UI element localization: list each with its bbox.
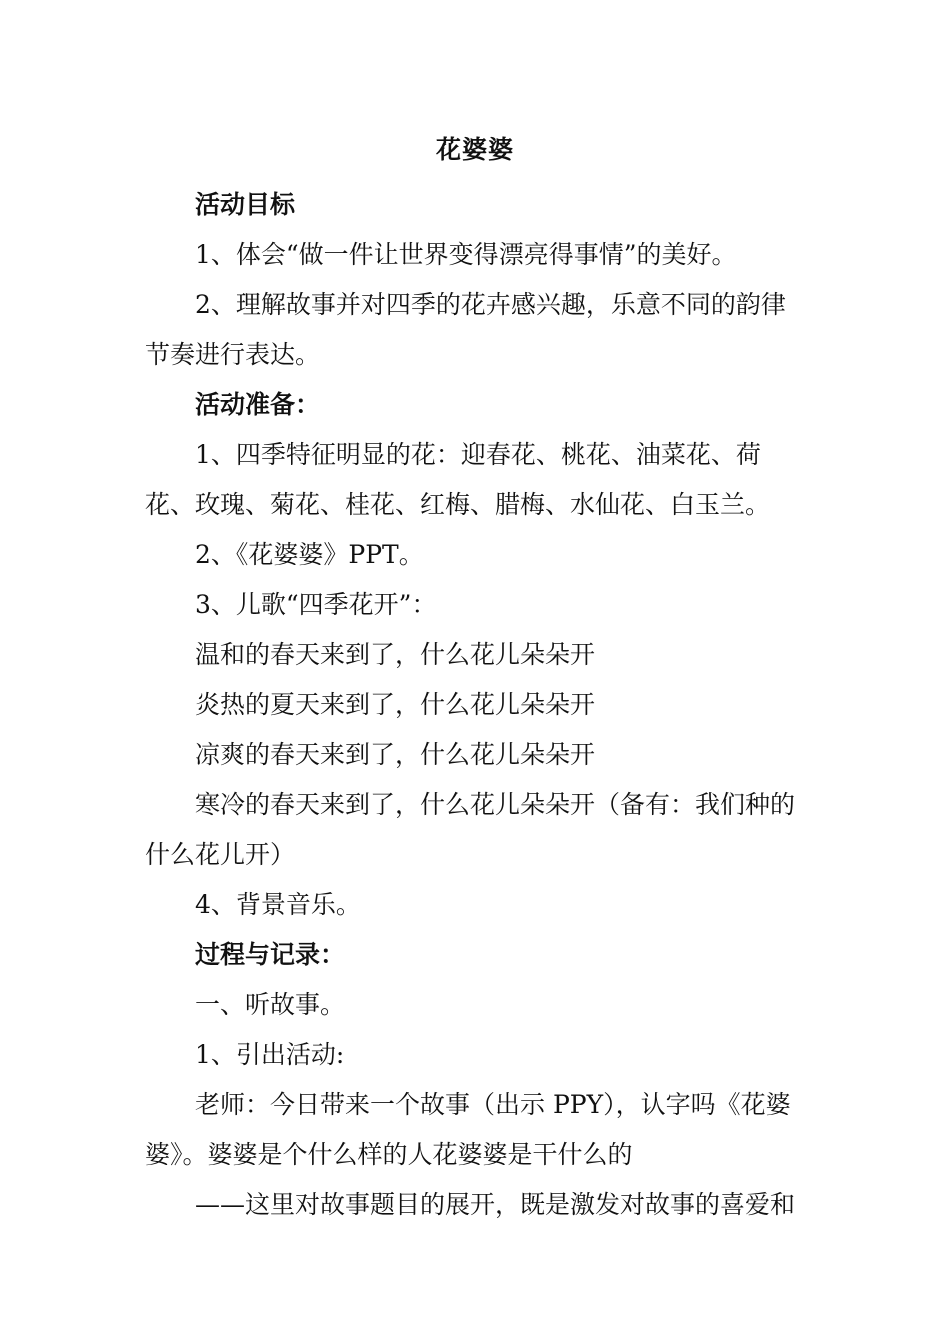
process-item-4: ——这里对故事题目的展开，既是激发对故事的喜爱和 [195,1190,796,1219]
goal-item-2: 2、理解故事并对四季的花卉感兴趣，乐意不同的韵律节奏进行表达。 [145,290,786,369]
prep-item-2: 2、《花婆婆》PPT。 [195,540,424,569]
prep-item-4: 4、背景音乐。 [195,890,361,919]
prep-item-3: 3、儿歌“四季花开”： [195,590,437,619]
poem-line-3: 凉爽的春天来到了，什么花儿朵朵开 [195,740,596,769]
goal-item-1: 1、体会“做一件让世界变得漂亮得事情”的美好。 [195,240,737,269]
poem-line-4: 寒冷的春天来到了，什么花儿朵朵开（备有：我们种的什么花儿开） [145,790,796,869]
section-heading-goals: 活动目标 [195,190,296,219]
process-item-1: 一、听故事。 [195,990,346,1019]
document-title: 花婆婆 [435,135,514,164]
process-item-3: 老师：今日带来一个故事（出示 PPY），认字吗《花婆婆》。婆婆是个什么样的人花婆婆是干什么的 [145,1090,791,1169]
section-heading-prep: 活动准备： [195,390,321,419]
document-body [145,180,810,1230]
prep-item-1: 1、四季特征明显的花：迎春花、桃花、油菜花、荷花、玫瑰、菊花、桂花、红梅、腊梅、水仙花、白玉兰。 [145,440,771,519]
process-item-2: 1、引出活动: [195,1040,345,1069]
poem-line-2: 炎热的夏天来到了，什么花儿朵朵开 [195,690,596,719]
section-heading-process: 过程与记录： [195,940,346,969]
poem-line-1: 温和的春天来到了，什么花儿朵朵开 [195,640,596,669]
